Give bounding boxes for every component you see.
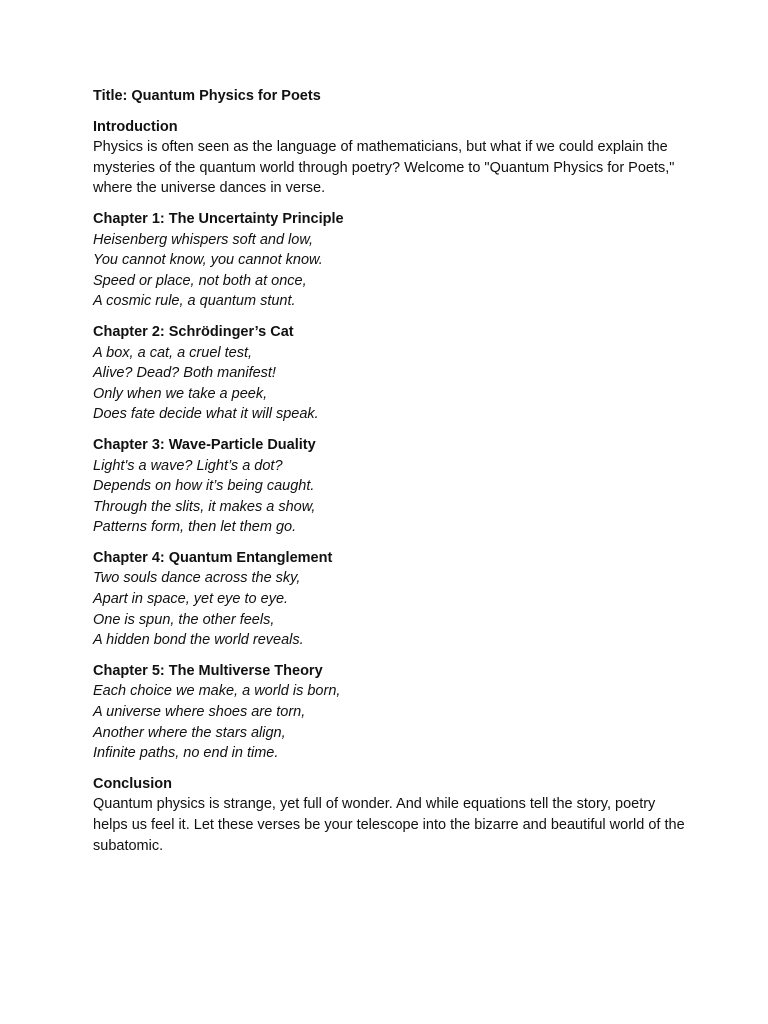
chapter-1-verse-line: You cannot know, you cannot know. xyxy=(93,252,323,269)
introduction-heading: Introduction xyxy=(93,118,178,135)
chapter-1-verse-line: Heisenberg whispers soft and low, xyxy=(93,231,314,248)
chapter-2-verse-line: Only when we take a peek, xyxy=(93,385,268,402)
chapter-5-verse-line: Another where the stars align, xyxy=(93,724,286,741)
chapter-2-heading: Chapter 2: Schrödinger’s Cat xyxy=(93,323,294,340)
chapter-2-verse-line: Does fate decide what it will speak. xyxy=(93,406,319,423)
chapter-3-section xyxy=(93,435,693,538)
chapter-4-verse-line: Apart in space, yet eye to eye. xyxy=(93,591,289,608)
chapter-5-section xyxy=(93,661,693,764)
conclusion-text: Quantum physics is strange, yet full of wonder. And while equations tell the story, poetry helps us feel it. Let these verses be your telescope into the bizarre and beautiful world of the subatomic. xyxy=(93,796,685,854)
chapter-1-verse-line: Speed or place, not both at once, xyxy=(93,272,307,289)
chapter-5-verse-line: Infinite paths, no end in time. xyxy=(93,745,279,762)
chapter-3-verse-line: Light's a wave? Light’s a dot? xyxy=(93,457,283,474)
document-title: Title: Quantum Physics for Poets xyxy=(93,88,321,104)
chapter-5-heading: Chapter 5: The Multiverse Theory xyxy=(93,662,323,679)
chapter-5-verse-line: Each choice we make, a world is born, xyxy=(93,683,341,700)
introduction-text: Physics is often seen as the language of mathematicians, but what if we could explain the mysteries of the quantum world through poetry? Welcome to "Quantum Physics for Poets," where the universe dances in verse. xyxy=(93,139,675,197)
conclusion-section xyxy=(93,774,693,856)
chapter-2-verse-line: A box, a cat, a cruel test, xyxy=(93,344,253,361)
document-page xyxy=(93,86,693,866)
chapter-4-verse-line: One is spun, the other feels, xyxy=(93,611,275,628)
chapter-3-heading: Chapter 3: Wave-Particle Duality xyxy=(93,436,316,453)
chapter-2-verse-line: Alive? Dead? Both manifest! xyxy=(93,365,276,382)
chapter-1-verse-line: A cosmic rule, a quantum stunt. xyxy=(93,293,296,310)
chapter-4-verse-line: Two souls dance across the sky, xyxy=(93,570,301,587)
chapter-1-heading: Chapter 1: The Uncertainty Principle xyxy=(93,210,344,227)
introduction-section xyxy=(93,117,693,199)
chapter-4-heading: Chapter 4: Quantum Entanglement xyxy=(93,549,333,566)
chapter-5-verse-line: A universe where shoes are torn, xyxy=(93,704,306,721)
chapter-2-section xyxy=(93,322,693,425)
chapter-1-section xyxy=(93,209,693,312)
chapter-4-section xyxy=(93,548,693,651)
chapter-3-verse-line: Patterns form, then let them go. xyxy=(93,519,297,536)
chapter-3-verse-line: Depends on how it’s being caught. xyxy=(93,478,315,495)
chapter-4-verse-line: A hidden bond the world reveals. xyxy=(93,632,304,649)
chapter-3-verse-line: Through the slits, it makes a show, xyxy=(93,498,316,515)
conclusion-heading: Conclusion xyxy=(93,775,172,792)
